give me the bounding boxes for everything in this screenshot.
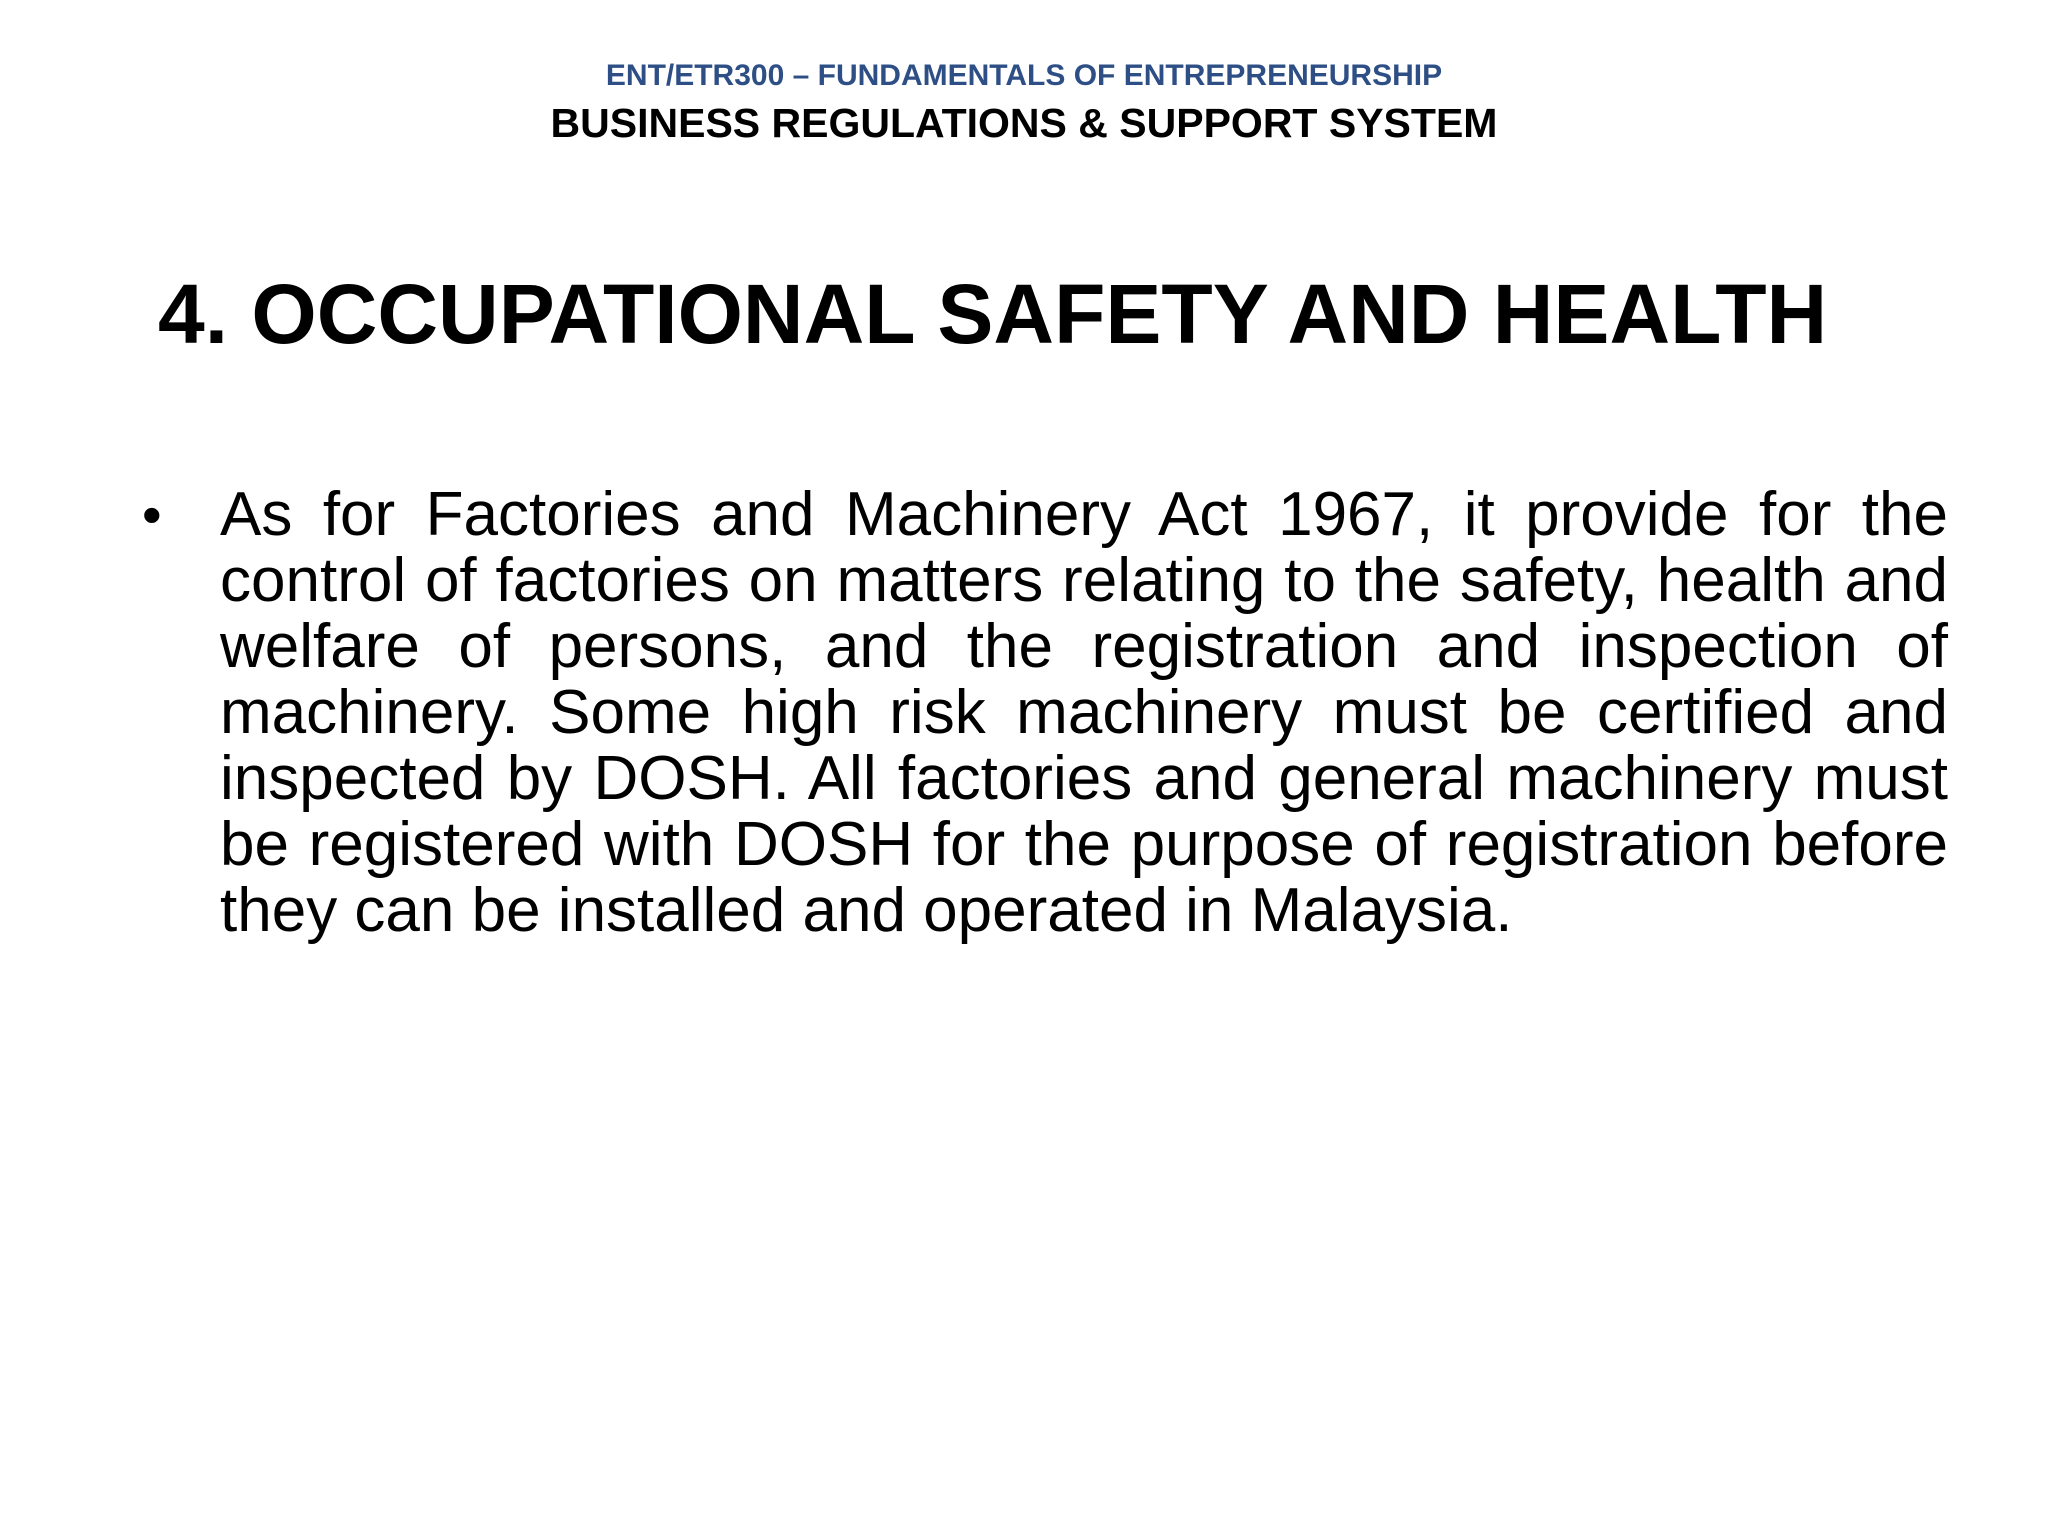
section-name-heading: BUSINESS REGULATIONS & SUPPORT SYSTEM [550,100,1498,146]
bullet-list [142,482,1948,944]
slide-title: 4. OCCUPATIONAL SAFETY AND HEALTH [158,267,1828,361]
course-code-heading: ENT/ETR300 – FUNDAMENTALS OF ENTREPRENEURSHIP [605,59,1443,92]
bullet-item [142,482,1948,944]
bullet-marker: • [142,483,162,546]
bullet-text: As for Factories and Machinery Act 1967, it provide for the control of factories on matters relating to the safety, health and welfare of persons, and the registration and inspection of machinery. Some high risk machinery must be certified and inspected by DOSH. All factories and general machinery must be registered with DOSH for the purpose of registration before they can be installed and operated in Malaysia. [220,480,1948,945]
slide-header [0,54,2048,148]
